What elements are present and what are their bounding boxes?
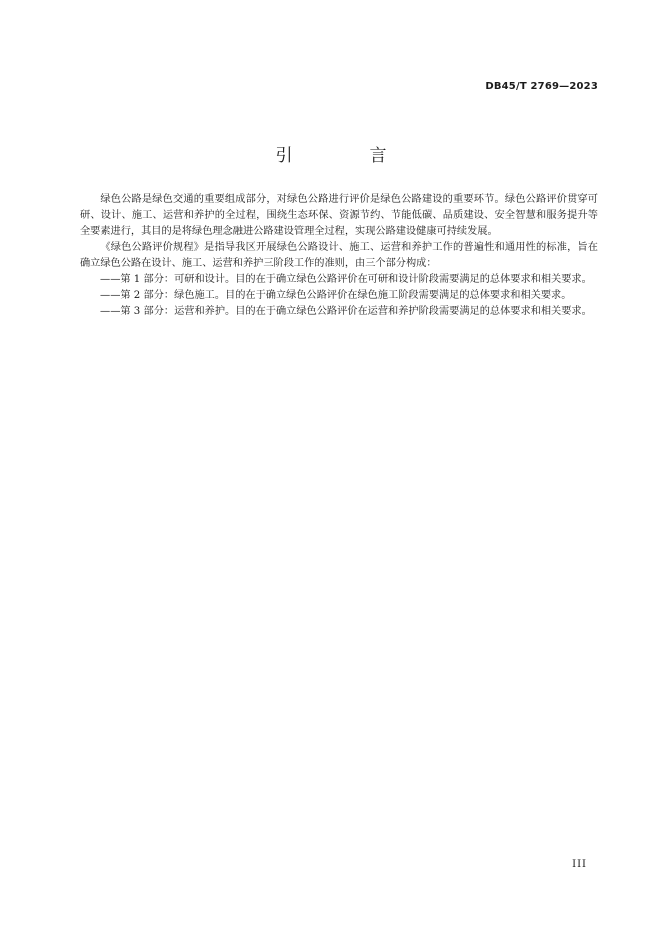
introduction-body: [80, 192, 598, 320]
part-2-item: ——第 2 部分：绿色施工。目的在于确立绿色公路评价在绿色施工阶段需要满足的总体要求和相关要求。: [100, 290, 572, 301]
page-title: 引 言: [275, 146, 417, 166]
page-number: III: [572, 859, 587, 870]
part-3-item: ——第 3 部分：运营和养护。目的在于确立绿色公路评价在运营和养护阶段需要满足的总体要求和相关要求。: [100, 306, 592, 317]
paragraph-1: 绿色公路是绿色交通的重要组成部分，对绿色公路进行评价是绿色公路建设的重要环节。绿色公路评价贯穿可研、设计、施工、运营和养护的全过程，围绕生态环保、资源节约、节能低碳、品质建设、安全智慧和服务提升等全要素进行，其目的是将绿色理念融进公路建设管理全过程，实现公路建设健康可持续发展。: [80, 194, 598, 237]
part-1-item: ——第 1 部分：可研和设计。目的在于确立绿色公路评价在可研和设计阶段需要满足的总体要求和相关要求。: [100, 274, 592, 285]
paragraph-2: 《绿色公路评价规程》是指导我区开展绿色公路设计、施工、运营和养护工作的普遍性和通用性的标准，旨在确立绿色公路在设计、施工、运营和养护三阶段工作的准则，由三个部分构成：: [80, 242, 598, 269]
document-code: DB45/T 2769—2023: [485, 81, 598, 92]
